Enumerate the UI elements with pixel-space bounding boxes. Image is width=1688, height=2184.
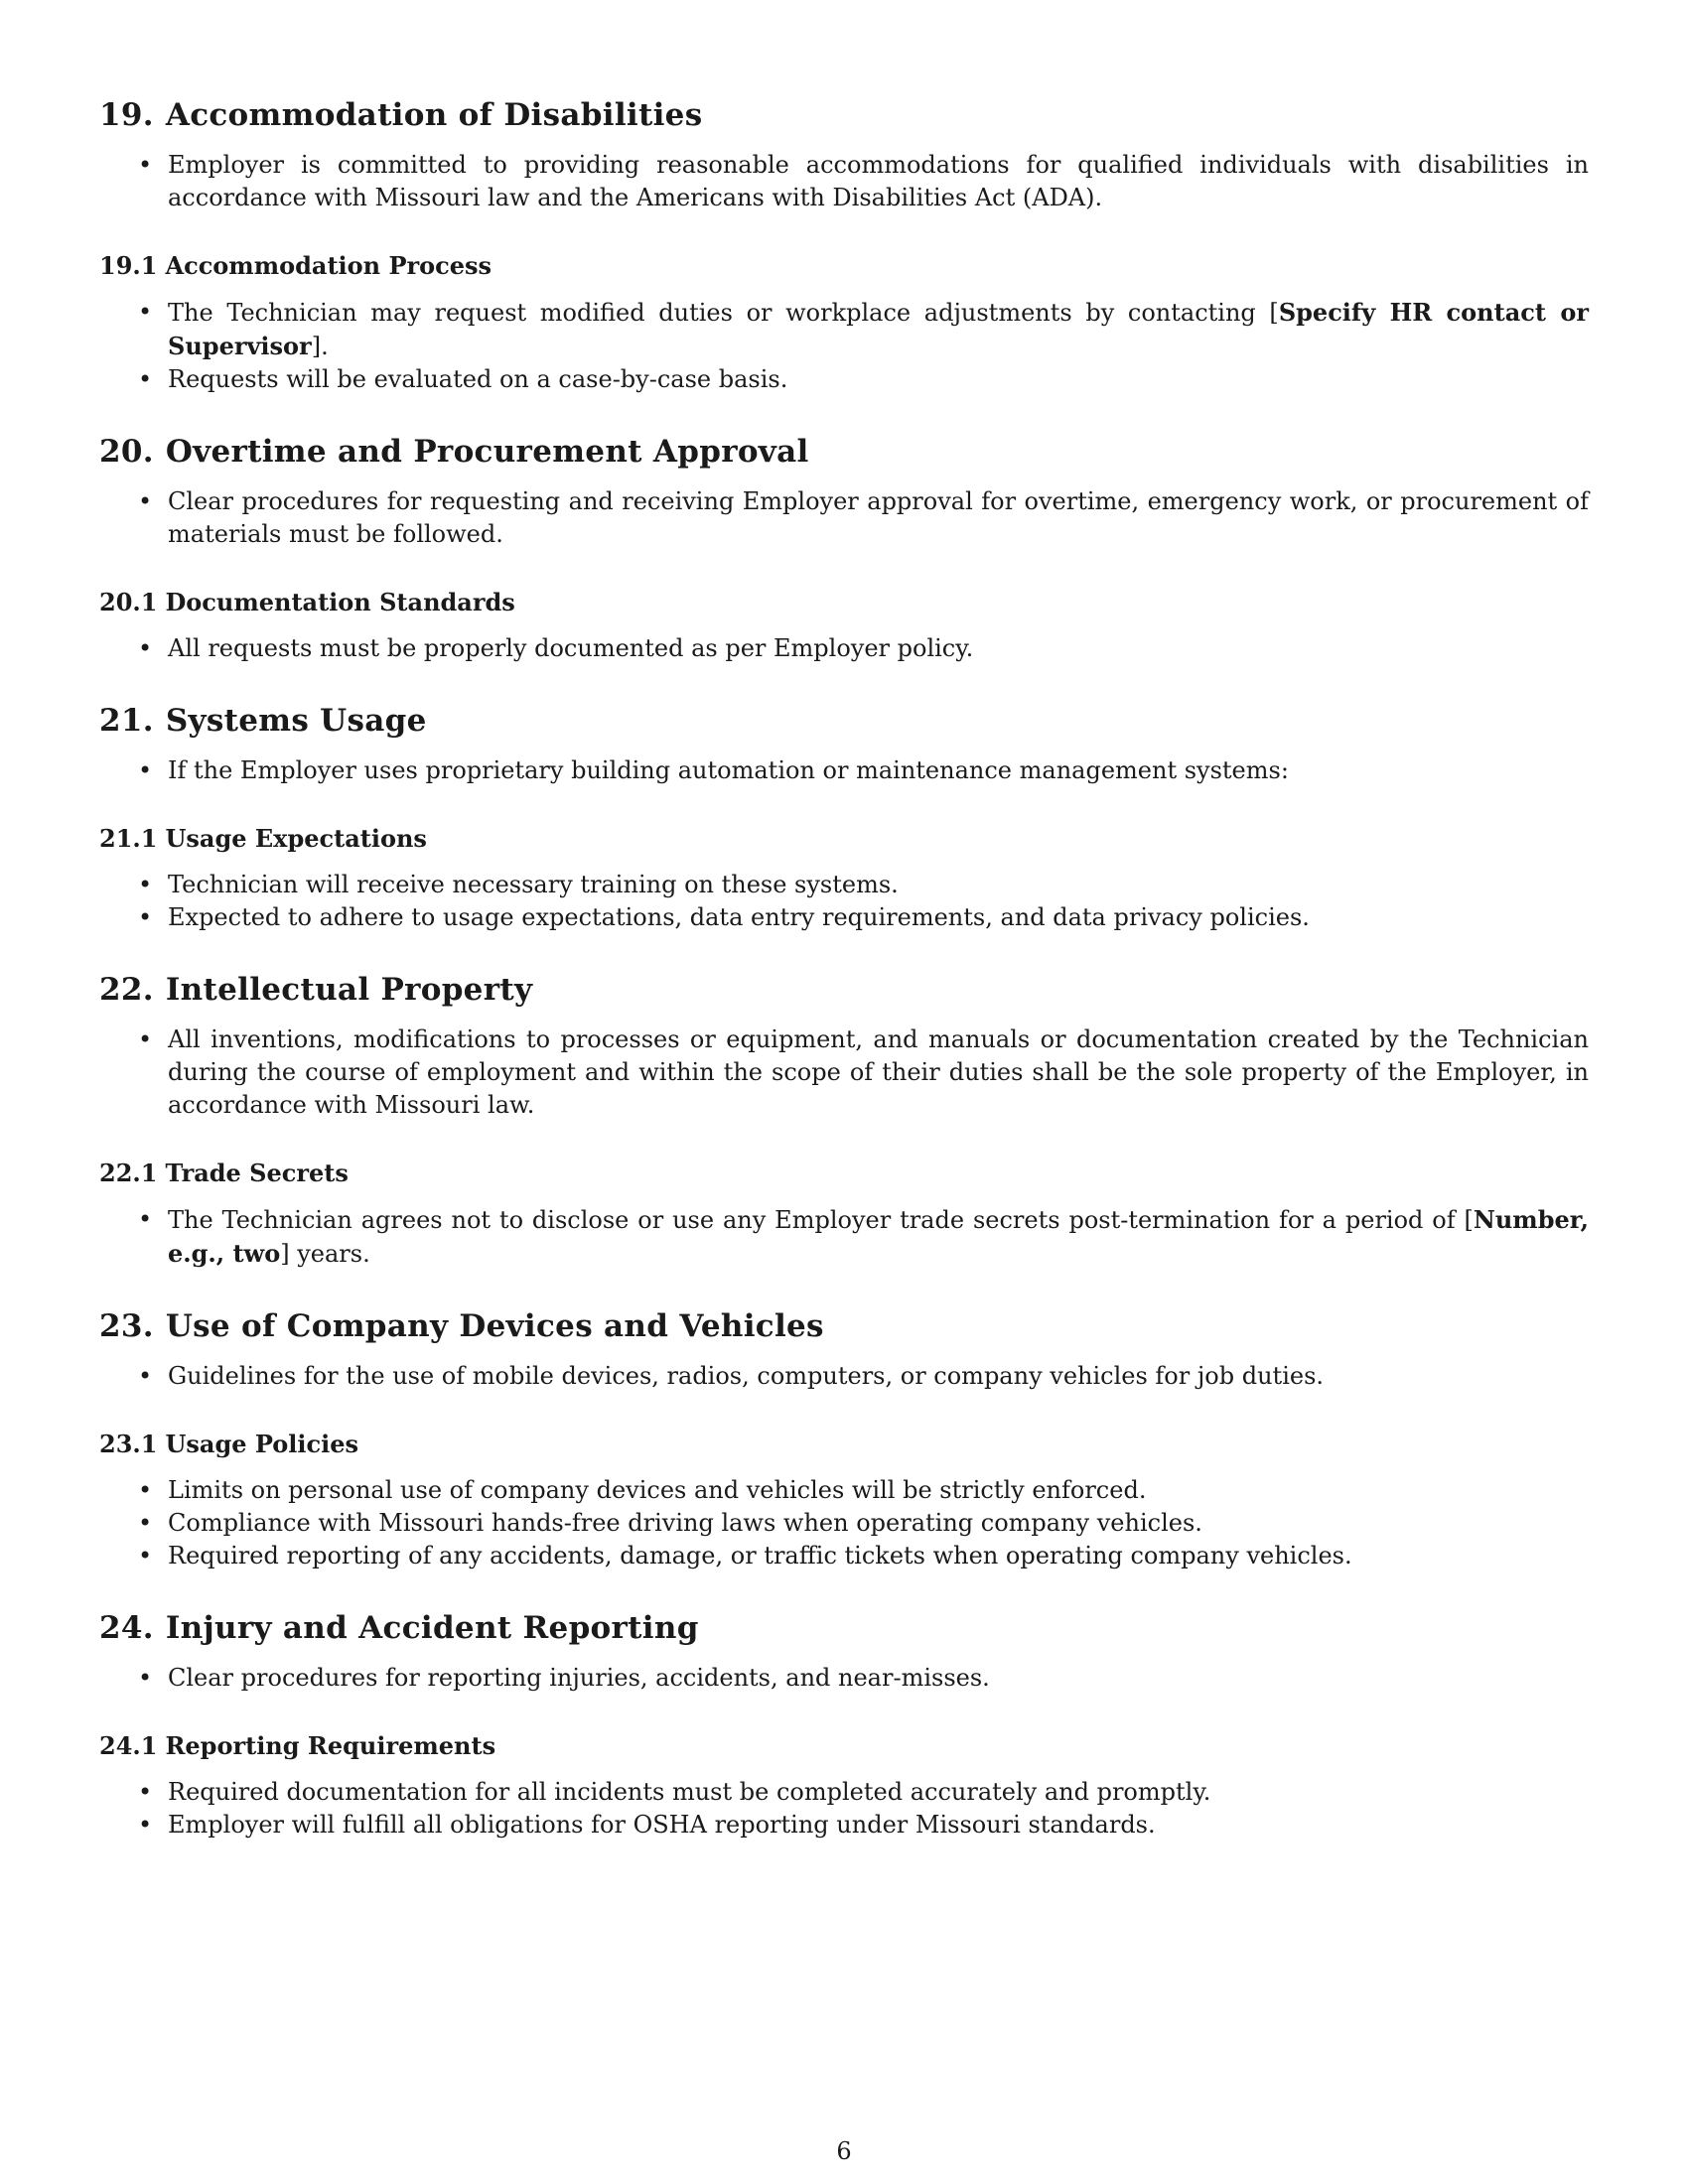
bullet-list (99, 754, 1589, 787)
list-item: • Required documentation for all incidents must be completed accurately and promptly. (168, 1776, 1589, 1809)
subsection-heading (99, 1429, 1589, 1460)
subsection-title-text: Reporting Requirements (165, 1731, 496, 1760)
list-item (168, 296, 1589, 363)
subsection-heading (99, 1158, 1589, 1189)
section-number: 19. (99, 97, 154, 133)
list-item: • If the Employer uses proprietary building automation or maintenance management systems: (168, 754, 1589, 787)
section-title-text: Injury and Accident Reporting (165, 1610, 699, 1646)
subsection-number: 22.1 (99, 1159, 158, 1187)
subsection-title-text: Trade Secrets (165, 1159, 349, 1187)
subsection-heading (99, 1730, 1589, 1762)
section-23 (99, 1306, 1589, 1572)
section-heading (99, 701, 1589, 741)
list-item-text: ]. (311, 333, 329, 360)
list-item: • Compliance with Missouri hands-free driving laws when operating company vehicles. (168, 1507, 1589, 1540)
bullet-list (99, 1024, 1589, 1122)
subsection-title-text: Accommodation Process (165, 251, 492, 280)
section-heading (99, 95, 1589, 135)
section-19 (99, 95, 1589, 396)
subsection-heading (99, 823, 1589, 855)
page-number: 6 (836, 2137, 852, 2165)
subsection-number: 24.1 (99, 1731, 158, 1760)
section-number: 23. (99, 1308, 154, 1344)
subsection-title-text: Usage Policies (165, 1430, 359, 1458)
subsection-title-text: Documentation Standards (165, 588, 515, 616)
list-item: • Expected to adhere to usage expectations, data entry requirements, and data privacy policies. (168, 901, 1589, 934)
section-heading (99, 1608, 1589, 1648)
section-heading (99, 1306, 1589, 1346)
bullet-list (99, 1203, 1589, 1271)
section-number: 21. (99, 703, 154, 739)
list-item: • All requests must be properly documented as per Employer policy. (168, 632, 1589, 665)
placeholder-text: Number, e.g., two (168, 1205, 1589, 1268)
list-item-text: The Technician may request modified duties or workplace adjustments by contacting [ (168, 299, 1279, 327)
document-page (99, 95, 1589, 1877)
section-number: 22. (99, 972, 154, 1008)
list-item: • Clear procedures for reporting injuries, accidents, and near-misses. (168, 1662, 1589, 1695)
list-item: • All inventions, modifications to processes or equipment, and manuals or documentation created by the Technician during the course of employment and within the scope of their duties shall be the sole property of the Employer, in accordance with Missouri law. (168, 1024, 1589, 1122)
subsection-number: 19.1 (99, 251, 158, 280)
list-item: • Technician will receive necessary training on these systems. (168, 869, 1589, 901)
bullet-list (99, 485, 1589, 551)
list-item: • Required reporting of any accidents, damage, or traffic tickets when operating company vehicles. (168, 1540, 1589, 1572)
section-title-text: Use of Company Devices and Vehicles (165, 1308, 824, 1344)
section-title-text: Overtime and Procurement Approval (165, 434, 809, 470)
bullet-list (99, 296, 1589, 396)
list-item-text: ] years. (280, 1240, 370, 1268)
section-20 (99, 432, 1589, 665)
list-item: • Clear procedures for requesting and receiving Employer approval for overtime, emergency work, or procurement of materials must be followed. (168, 485, 1589, 551)
subsection-number: 20.1 (99, 588, 158, 616)
bullet-list (99, 1474, 1589, 1572)
list-item: • Employer is committed to providing reasonable accommodations for qualified individuals with disabilities in accordance with Missouri law and the Americans with Disabilities Act (ADA). (168, 149, 1589, 214)
section-title-text: Intellectual Property (165, 972, 533, 1008)
list-item (168, 1203, 1589, 1271)
section-title-text: Accommodation of Disabilities (165, 97, 703, 133)
section-heading (99, 970, 1589, 1010)
subsection-number: 23.1 (99, 1430, 158, 1458)
list-item: • Guidelines for the use of mobile devices, radios, computers, or company vehicles for job duties. (168, 1360, 1589, 1393)
list-item: • Employer will fulfill all obligations for OSHA reporting under Missouri standards. (168, 1809, 1589, 1842)
list-item: • Limits on personal use of company devices and vehicles will be strictly enforced. (168, 1474, 1589, 1507)
placeholder-text: Specify HR contact or Supervisor (168, 298, 1589, 360)
bullet-list (99, 149, 1589, 214)
bullet-list (99, 632, 1589, 665)
section-heading (99, 432, 1589, 472)
bullet-list (99, 1360, 1589, 1393)
section-21 (99, 701, 1589, 934)
bullet-list (99, 1662, 1589, 1695)
subsection-heading (99, 250, 1589, 282)
subsection-number: 21.1 (99, 824, 158, 853)
section-22 (99, 970, 1589, 1271)
subsection-heading (99, 587, 1589, 618)
list-item: • Requests will be evaluated on a case-by-case basis. (168, 363, 1589, 396)
section-number: 20. (99, 434, 154, 470)
subsection-title-text: Usage Expectations (165, 824, 427, 853)
section-24 (99, 1608, 1589, 1842)
list-item-text: The Technician agrees not to disclose or use any Employer trade secrets post-termination for a period of [ (168, 1206, 1474, 1234)
bullet-list (99, 869, 1589, 934)
section-title-text: Systems Usage (165, 703, 427, 739)
section-number: 24. (99, 1610, 154, 1646)
bullet-list (99, 1776, 1589, 1842)
